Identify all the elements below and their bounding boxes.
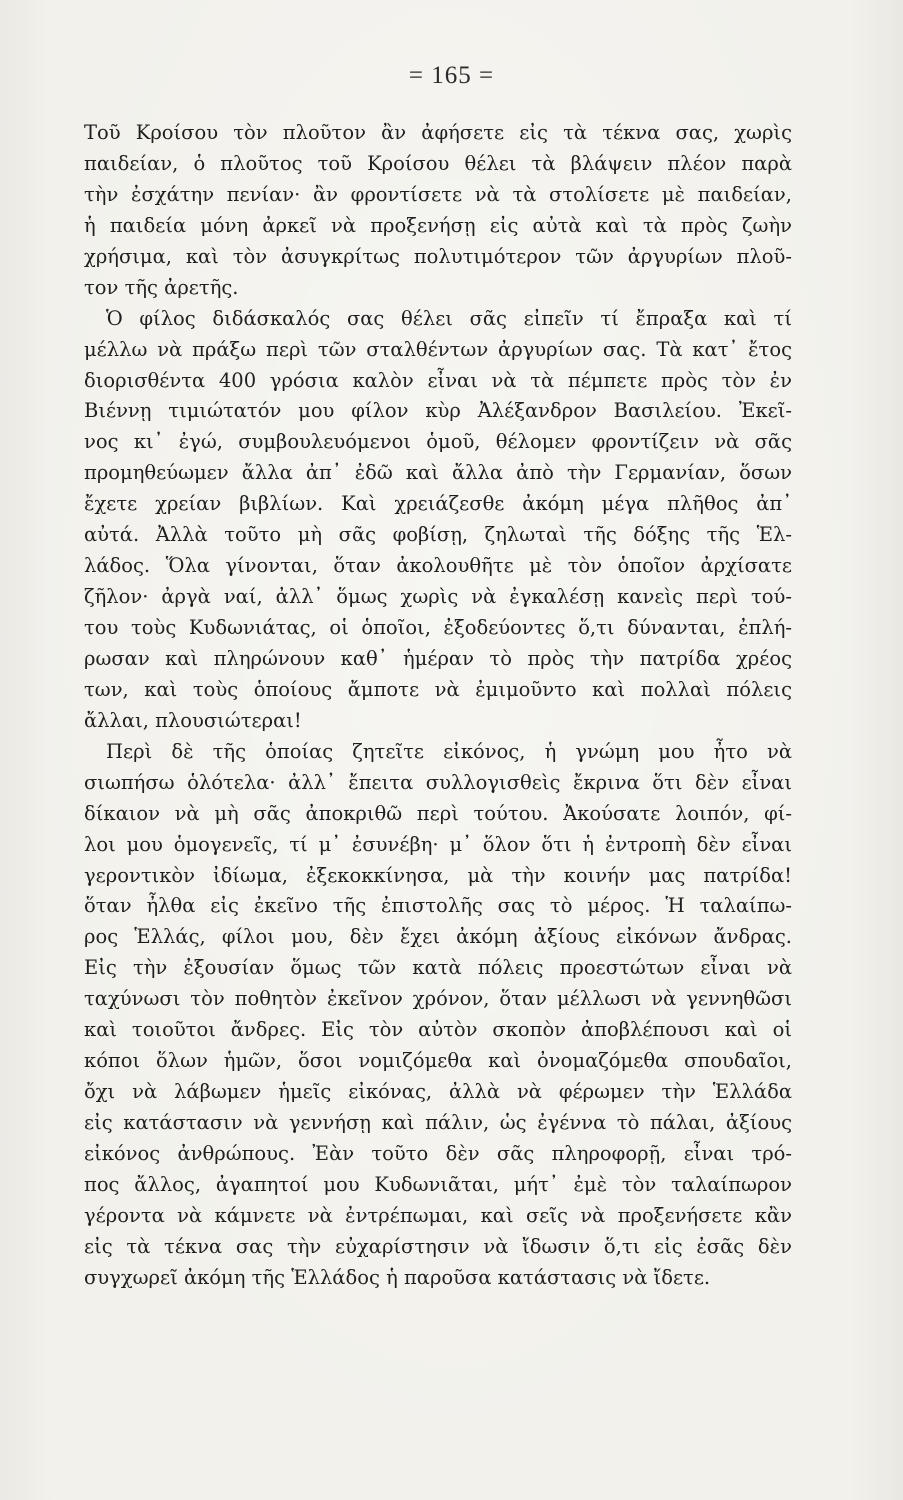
text-line: ὄχι νὰ λάβωμεν ἡμεῖς εἰκόνας, ἀλλὰ νὰ φέρωμεν τὴν Ἑλλάδα (84, 1080, 792, 1104)
text-line: Περὶ δὲ τῆς ὁποίας ζητεῖτε εἰκόνος, ἡ γνώμη μου ἦτο νὰ (106, 739, 792, 763)
text-line: συγχωρεῖ ἀκόμη τῆς Ἑλλάδος ἡ παροῦσα κατάστασις νὰ ἴδετε. (84, 1265, 711, 1289)
text-line: αὐτά. Ἀλλὰ τοῦτο μὴ σᾶς φοβίσῃ, ζηλωταὶ τῆς δόξης τῆς Ἑλ- (84, 523, 792, 547)
text-line: τον τῆς ἀρετῆς. (84, 275, 239, 299)
text-line: ὅταν ἦλθα εἰς ἐκεῖνο τῆς ἐπιστολῆς σας τὸ μέρος. Ἡ ταλαίπω- (84, 894, 792, 918)
text-line: Τοῦ Κροίσου τὸν πλοῦτον ἂν ἀφήσετε εἰς τὰ τέκνα σας, χωρὶς (84, 121, 792, 144)
text-line: κόποι ὅλων ἡμῶν, ὅσοι νομιζόμεθα καὶ ὀνομαζόμεθα σπουδαῖοι, (84, 1049, 792, 1073)
text-line: δίκαιον νὰ μὴ σᾶς ἀποκριθῶ περὶ τούτου. Ἀκούσατε λοιπόν, φί- (84, 801, 792, 825)
text-line: ἡ παιδεία μόνη ἀρκεῖ νὰ προξενήσῃ εἰς αὐτὰ καὶ τὰ πρὸς ζωὴν (84, 213, 792, 237)
text-line: καὶ τοιοῦτοι ἄνδρες. Εἰς τὸν αὐτὸν σκοπὸν ἀποβλέπουσι καὶ οἱ (84, 1018, 792, 1042)
body-text (84, 118, 792, 1294)
text-line: των, καὶ τοὺς ὁποίους ἄμποτε νὰ ἐμιμοῦντο καὶ πολλαὶ πόλεις (84, 677, 792, 701)
text-line: προμηθεύωμεν ἄλλα ἀπ᾿ ἐδῶ καὶ ἄλλα ἀπὸ τὴν Γερμανίαν, ὅσων (84, 461, 792, 485)
text-line: τὴν ἐσχάτην πενίαν· ἂν φροντίσετε νὰ τὰ στολίσετε μὲ παιδείαν, (84, 182, 792, 206)
text-line: παιδείαν, ὁ πλοῦτος τοῦ Κροίσου θέλει τὰ βλάψειν πλέον παρὰ (84, 151, 792, 175)
text-line: ἄλλαι, πλουσιώτεραι! (84, 708, 302, 732)
text-line: του τοὺς Κυδωνιάτας, οἱ ὁποῖοι, ἐξοδεύοντες ὅ,τι δύνανται, ἐπλή- (84, 616, 792, 639)
text-line: εἰκόνος ἀνθρώπους. Ἐὰν τοῦτο δὲν σᾶς πληροφορῇ, εἶναι τρό- (84, 1141, 792, 1165)
text-line: ταχύνωσι τὸν ποθητὸν ἐκεῖνον χρόνον, ὅταν μέλλωσι νὰ γεννηθῶσι (84, 987, 792, 1011)
text-line: ρος Ἑλλάς, φίλοι μου, δὲν ἔχει ἀκόμη ἀξίους εἰκόνων ἄνδρας. (84, 925, 792, 949)
text-line: γέροντα νὰ κάμνετε νὰ ἐντρέπωμαι, καὶ σεῖς νὰ προξενήσετε κἂν (84, 1203, 792, 1227)
text-line: μέλλω νὰ πράξω περὶ τῶν σταλθέντων ἀργυρίων σας. Τὰ κατ᾿ ἔτος (84, 337, 792, 361)
text-line: πος ἄλλος, ἀγαπητοί μου Κυδωνιᾶται, μήτ᾿ ἐμὲ τὸν ταλαίπωρον (84, 1172, 792, 1196)
text-line: Βιέννῃ τιμιώτατόν μου φίλον κὺρ Ἀλέξανδρον Βασιλείου. Ἐκεῖ- (84, 399, 792, 423)
text-line: γεροντικὸν ἰδίωμα, ἐξεκοκκίνησα, μὰ τὴν κοινήν μας πατρίδα! (84, 863, 792, 887)
text-line: ζῆλον· ἀργὰ ναί, ἀλλ᾿ ὅμως χωρὶς νὰ ἐγκαλέσῃ κανεὶς περὶ τού- (84, 585, 792, 609)
text-line: ρωσαν καὶ πληρώνουν καθ᾿ ἡμέραν τὸ πρὸς τὴν πατρίδα χρέος (84, 646, 792, 670)
text-line: λάδος. Ὅλα γίνονται, ὅταν ἀκολουθῆτε μὲ τὸν ὁποῖον ἀρχίσατε (84, 554, 792, 578)
text-line: σιωπήσω ὁλότελα· ἀλλ᾿ ἔπειτα συλλογισθεὶς ἔκρινα ὅτι δὲν εἶναι (84, 770, 792, 794)
page-number: = 165 = (408, 62, 495, 89)
text-line: διορισθέντα 400 γρόσια καλὸν εἶναι νὰ τὰ πέμπετε πρὸς τὸν ἐν (84, 368, 792, 392)
text-line: εἰς κατάστασιν νὰ γεννήσῃ καὶ πάλιν, ὡς ἐγέννα τὸ πάλαι, ἀξίους (84, 1111, 792, 1134)
text-line: Εἰς τὴν ἐξουσίαν ὅμως τῶν κατὰ πόλεις προεστώτων εἶναι νὰ (84, 956, 792, 980)
text-line: νος κι᾿ ἐγώ, συμβουλευόμενοι ὁμοῦ, θέλομεν φροντίζειν νὰ σᾶς (84, 430, 792, 454)
text-line: χρήσιμα, καὶ τὸν ἀσυγκρίτως πολυτιμότερον τῶν ἀργυρίων πλοῦ- (84, 244, 792, 268)
text-line: Ὁ φίλος διδάσκαλός σας θέλει σᾶς εἰπεῖν τί ἔπραξα καὶ τί (106, 306, 792, 330)
text-line: ἔχετε χρείαν βιβλίων. Καὶ χρειάζεσθε ἀκόμη μέγα πλῆθος ἀπ᾿ (84, 492, 792, 516)
text-line: λοι μου ὁμογενεῖς, τί μ᾿ ἐσυνέβη· μ᾿ ὅλον ὅτι ἡ ἐντροπὴ δὲν εἶναι (84, 832, 792, 856)
text-line: εἰς τὰ τέκνα σας τὴν εὐχαρίστησιν νὰ ἴδωσιν ὅ,τι εἰς ἐσᾶς δὲν (84, 1234, 792, 1258)
